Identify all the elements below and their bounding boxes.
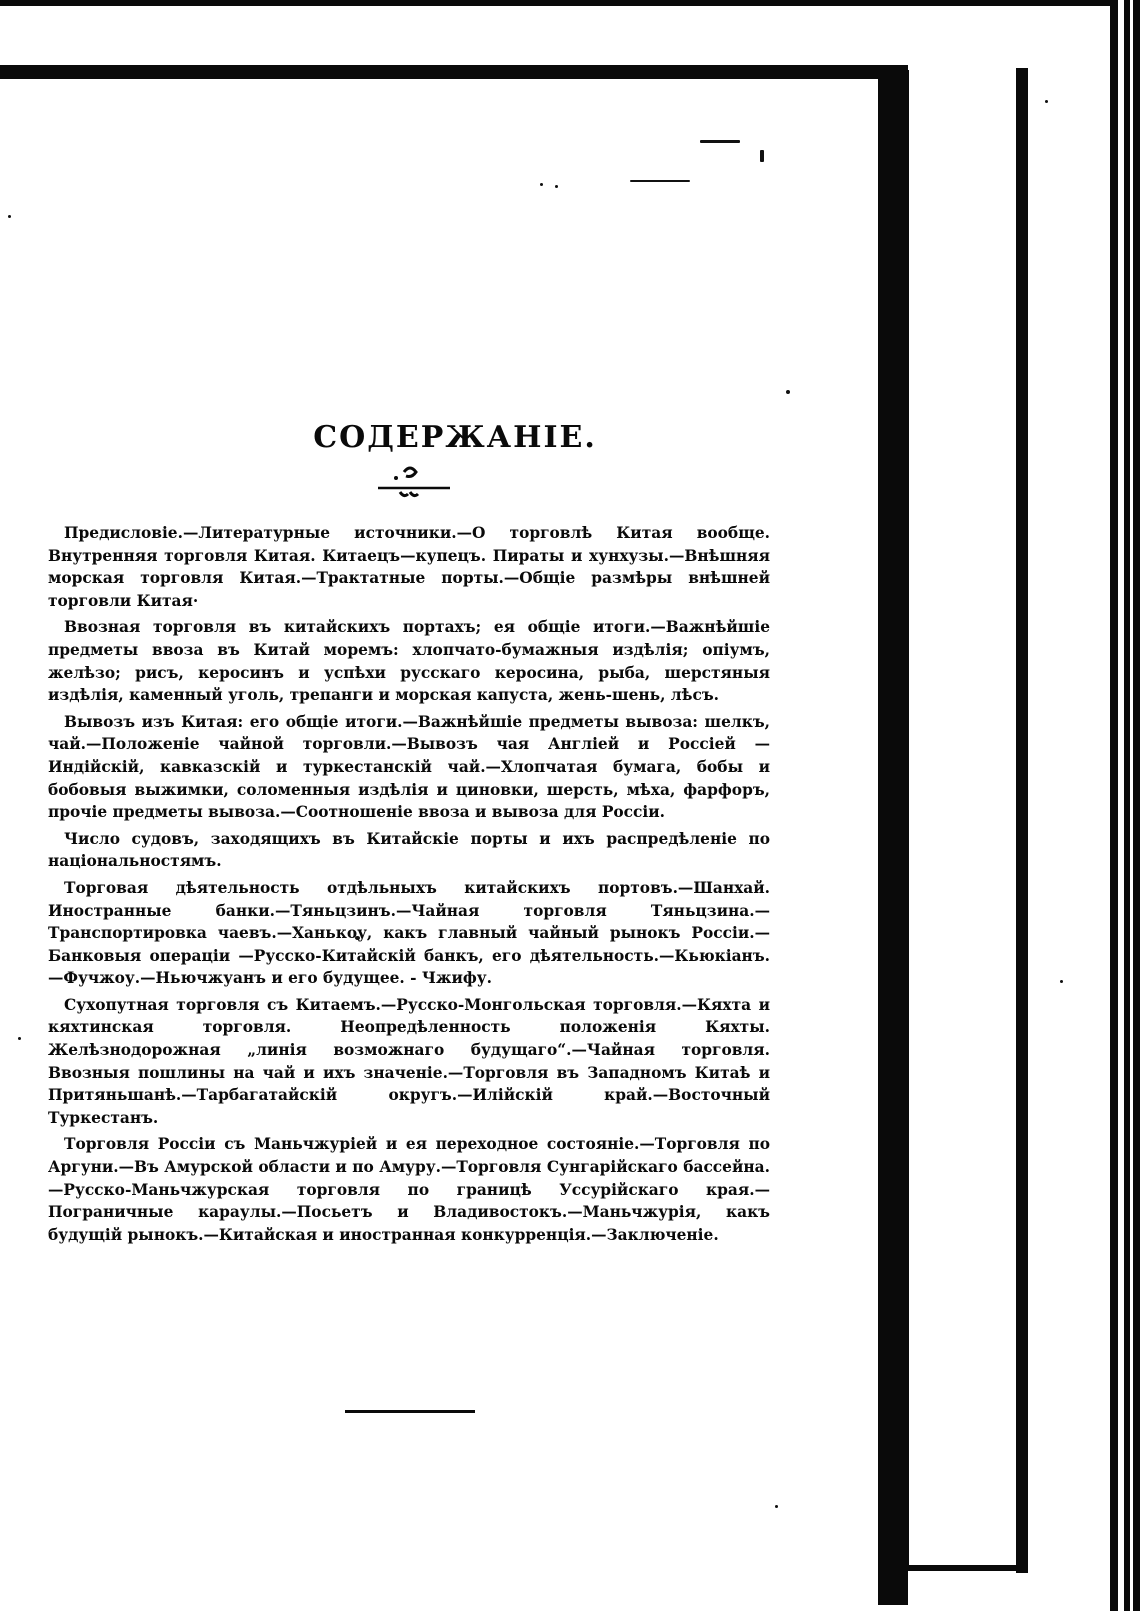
toc-paragraph: Ввозная торговля въ китайскихъ портахъ; ея общіе итоги.—Важнѣйшіе предметы ввоза въ Китай моремъ: хлопчато-бумажныя издѣлія; опіумъ, желѣзо; рисъ, керосинъ и успѣхи русскаго керосина, рыба, шерстяныя издѣлія, каменный уголь, трепанги и морская капуста, жень-шень, лѣсъ. (48, 618, 770, 705)
scan-right-band (1110, 0, 1140, 1611)
scan-speck (540, 183, 543, 186)
toc-paragraph: Сухопутная торговля съ Китаемъ.—Русско-Монгольская торговля.—Кяхта и кяхтинская торговля. Неопредѣленность положенія Кяхты. Желѣзнодорожная „линія возможнаго будущаго“.—Чайная торговля. Ввозныя пошлины на чай и ихъ значеніе.—Торговля въ Западномъ Китаѣ и Притяньшанѣ.—Тарбагатайскій округъ.—Илійскій край.—Восточный Туркестанъ. (48, 995, 770, 1127)
table-of-contents (48, 522, 770, 1250)
page-title: СОДЕРЖАНІЕ. (313, 420, 597, 455)
scan-speck (1060, 980, 1063, 983)
toc-paragraph: Число судовъ, заходящихъ въ Китайскіе порты и ихъ распредѣленіе по національностямъ. (48, 829, 770, 871)
toc-paragraph: Вывозъ изъ Китая: его общіе итоги.—Важнѣйшіе предметы вывоза: шелкъ, чай.—Положеніе чайной торговли.—Вывозъ чая Англіей и Россіей —Индійскій, кавказскій и туркестанскій чай.—Хлопчатая бумага, бобы и бобовыя выжимки, соломенныя издѣлія и циновки, шерсть, мѣха, фарфоръ, прочіе предметы вывоза.—Соотношеніе ввоза и вывоза для Россіи. (48, 712, 770, 822)
scan-inner-line (905, 70, 909, 1570)
scan-speck (1045, 100, 1048, 103)
scan-margin-area (907, 70, 1019, 1565)
decorative-flourish-icon (374, 462, 454, 504)
scan-speck (760, 150, 764, 162)
scan-speck (18, 1037, 21, 1040)
scan-page-top-border (0, 65, 885, 79)
scan-right-band-gap-2 (1130, 0, 1133, 1611)
scan-speck (555, 185, 558, 188)
toc-paragraph: Торговая дѣятельность отдѣльныхъ китайскихъ портовъ.—Шанхай. Иностранные банки.—Тяньцзинъ.—Чайная торговля Тяньцзина.—Транспортировка чаевъ.—Ханькоу, какъ главный чайный рынокъ Россіи.—Банковыя операціи —Русско-Китайскій банкъ, его дѣятельность.—Кьюкіанъ.—Фучжоу.—Ньючжуанъ и его будущее. - Чжифу. (48, 878, 770, 988)
scan-speck (8, 215, 11, 218)
scan-page-right-border (878, 65, 908, 1605)
scan-bottom-line (905, 1565, 1025, 1571)
scan-outer-line (1016, 68, 1028, 1573)
scan-speck (775, 1505, 778, 1508)
scan-speck (786, 390, 790, 394)
toc-paragraph: Предисловіе.—Литературные источники.—О торговлѣ Китая вообще. Внутренняя торговля Китая. Китаецъ—купецъ. Пираты и хунхузы.—Внѣшняя морская торговля Китая.—Трактатные порты.—Общіе размѣры внѣшней торговли Китая· (48, 524, 770, 610)
scan-speck (630, 180, 690, 182)
end-rule-divider (345, 1410, 475, 1413)
scan-top-edge (0, 0, 1110, 6)
scan-speck (700, 140, 740, 143)
toc-paragraph: Торговля Россіи съ Маньчжуріей и ея переходное состояніе.—Торговля по Аргуни.—Въ Амурской области и по Амуру.—Торговля Сунгарійскаго бассейна.—Русско-Маньчжурская торговля по границѣ Уссурійскаго края.—Пограничные караулы.—Посьетъ и Владивостокъ.—Маньчжурія, какъ будущій рынокъ.—Китайская и иностранная конкурренція.—Заключеніе. (48, 1135, 770, 1244)
scan-right-band-gap (1118, 0, 1124, 1611)
